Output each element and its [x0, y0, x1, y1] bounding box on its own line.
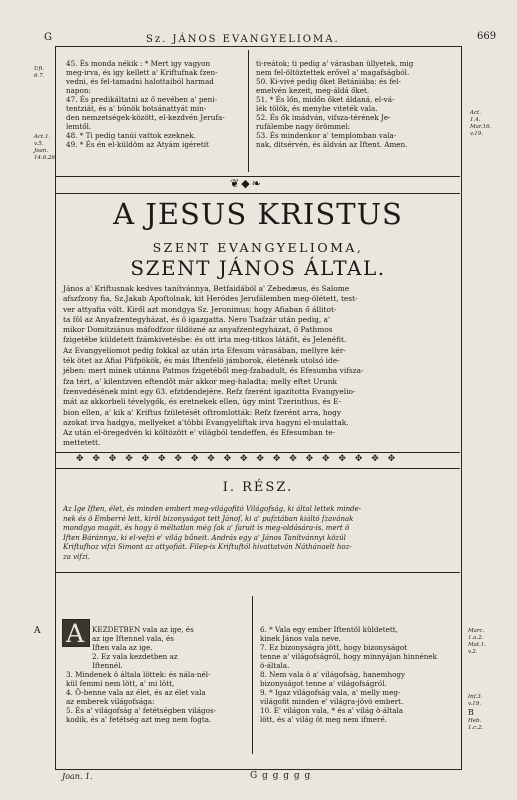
ornament-band-rule-2b	[56, 468, 460, 469]
column-divider-bottom	[252, 596, 253, 754]
book-title: A JESUS KRISTUS	[113, 197, 403, 231]
page-number: 669	[477, 31, 497, 42]
top-right-column: ti-reátok; ti pedig a' várasban üllyetek, mig nem fel-öltöztettek erővel a' magafságból. 50. Ki-vivé pedig őket Betániába: és fel- emelvén kezeit, meg-áldá őket. 51. * És lőn, midőn őket áldaná, el-vá- lék tölök, és menybe viteték vala. 52. És ők imádván, vifsza-térének Je- rufálembe nagy örömmel: 53. És mindenkor a' templomban vala- nak, ditsérvén, és áldván az Iftent. Amen.	[256, 59, 414, 149]
dropcap-letter: A	[66, 619, 85, 648]
intro-paragraph: János a' Kriftusnak kedves tanítvánnya, Betfaidából a' Zebedæus, és Salome afszfzony fia, Sz.Jakab Apoftolnak, kit Heródes Jerufálemben meg-ölétett, test- ver attyafia vólt. Kiről azt mondgya Sz. Jeronimus; hogy Afiaban ő állitot- ta fôl az Anyafzentegyházat, és ő igazgatta. Nero Tsafzár után pedig, a' mikor Domitziánus máfodfzor üldözné az anyafzentegyházat, ő Pathmos fzigetébe küldetett fzámkivetésbe: és ott irta meg-titkos látáfit, és Jelenéfit. Az Evangyeliomot pedig fokkal az után irta Efesum várasában, mellyre kér- ték ötet az Afiai Püfpökök, és más Iftenfelö jámborok, életének utolsó ide- jében: mert minek utánna Patmos fzigetéből meg-fzabadult, és Efesumba vifsza- fza tért, a' kilentzven eftendőt már akkor meg-haladta; melly eftet Urunk fzenvedésének mint egy 63. efztdendejére. Refz fzerént igazitotta Evangyelio- mát az akkorbeli tévelygők, és eretnekek ellen, úgy mint Tzerinthus, és E- bion ellen, a' kik a' Kriftus fzületését oftromlották: Refz fzerént arra, hogy azokat irva hadgya, mellyeket a'többi Evangyeliftak irva hagyni el-mulattak. Az után el-öregedvén ki költözött e' világból tendeffen, és Efesumban te- mettetett.	[63, 284, 364, 448]
ornament-band-rule-2	[56, 452, 460, 453]
ornament-band-rule-lower	[56, 193, 460, 194]
ornament-band: ❦◆❧	[230, 177, 263, 190]
margin-notes-left: Ufi. 6.7. Act.1. v.5. Joan. 14.6.26.	[34, 66, 57, 161]
dropcap-box	[62, 619, 90, 647]
chapter-heading: I. RÉSZ.	[222, 480, 294, 495]
top-left-column: 45. És monda nékik : * Mert igy vagyon meg-irva, és igy kellett a' Kriftufnak fzen- vedni, és fel-tamadni halottaiból harmad napon: 47. És predikáltatni az ő nevében a' peni- tentziát, és a' bûnök botsánattyát min- den nemzetségek-között, el-kezdvén Jerufa- lemtől. 48. * Ti pedig tanúi vattok ezeknek. 49. * És én el-küldöm az Atyám igéretit	[66, 59, 225, 149]
ornament-band-2: ✥ ✥ ✥ ✥ ✥ ✥ ✥ ✥ ✥ ✥ ✥ ✥ ✥ ✥ ✥ ✥ ✥ ✥ ✥ ✥	[76, 454, 399, 464]
column-divider-top	[248, 50, 249, 172]
margin-notes-right: Act. 1.4. Mar.16. v.19.	[470, 110, 492, 137]
running-header: Sz. JÁNOS EVANGYELIOMA.	[146, 34, 340, 45]
footer-left: Joan. 1.	[62, 772, 93, 781]
bottom-right-column: 6. * Vala egy ember Iftentöl küldetett, kinek János vala neve. 7. Ez bizonyságra jött, hogy bizonyságot tenne a' világofságról, hogy minnyájan hinnének ö-általa. 8. Nem vala ö a' világofság, hanemhogy bizonyságot tenne a' világofságról. 9. * Igaz világofság vala, a' melly meg- világofit minden e' világra-jövö embert. 10. E' világon vala, * és a' világ ö-általa lött, és a' világ öt meg nem ifmeré.	[260, 625, 437, 724]
summary-rule	[56, 572, 460, 573]
book-subtitle: SZENT EVANGYELIOMA,	[152, 240, 364, 255]
header-left-mark: G	[44, 32, 52, 43]
book-author-line: SZENT JÁNOS ÁLTAL.	[130, 256, 386, 280]
chapter-summary: Az Ige Iften, élet, és minden embert meg-világofitó Világofság, ki által lettek minde- nek és ö Emberré lett, kiröl bizonyságot tett Jánoſ, ki a' pufztában kiáltó ſzavának mondgya magát, és hogy ö méltatlan még ſak a' ſaruit is meg-oldására-is, mert ö Iften Báránnya, ki el-vefzi e' világ bűneit. András egy a' János Tanítvánnyi közül Kriftufhoz vifzi Simont az attyofiát. Filep-is Kriftuftól hivattatván Náthánaelt hoz- za vifzi.	[63, 505, 362, 561]
bottom-left-column-cont: 3. Mindenek ö általa löttek: és nála-nél- kül femmi nem lött, a' mi lött, 4. Ö-benne vala az élet, és az élet vala az emberek világofsága: 5. És a' világofság a' fetétségben világos- kodik, és a' fetétség azt meg nem fogta.	[66, 670, 217, 724]
section-mark: A	[34, 626, 41, 636]
margin-notes-right-bottom: Marc. 1.a.2. Mat.1. v.2. Inf.3. v.19. B Heb. 1.c.2.	[468, 628, 487, 731]
footer-signature: G g g g g g	[250, 771, 312, 781]
bottom-left-column: KEZDETBEN vala az ige, és az ige Iftennel vala, és Iften vala az ige. 2. Ez vala kezdetben az Iftennél.	[92, 625, 194, 670]
